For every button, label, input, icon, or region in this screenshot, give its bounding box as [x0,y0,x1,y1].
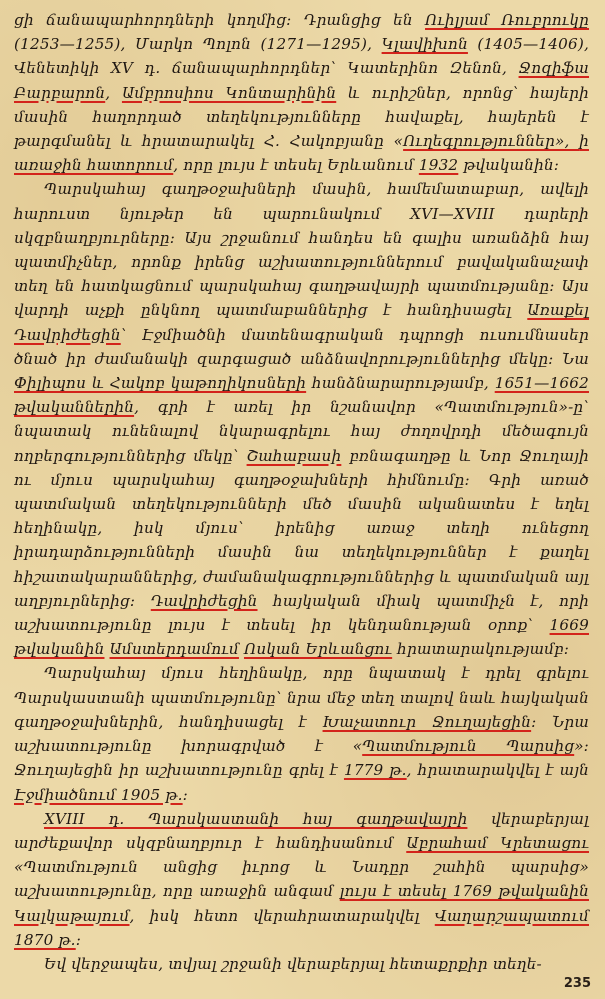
paragraph-p5 [14,952,589,976]
underlined-phrase: Վաղարշապատում 1870 թ. [14,906,589,949]
underlined-phrase: Ոսկան Երևանցու [243,640,393,659]
underlined-phrase: Առաքել Դավրիժեցին [14,301,589,344]
underlined-phrase: XVIII դ. Պարսկաստանի հայ գաղթավայրի [44,809,468,828]
text-segment: , իսկ հետո վերահրատարակվել [129,906,435,925]
text-segment: և ուրիշներ, որոնց՝ հայերի մասին հաղորդած տեղեկությունները հավաքել, հայերեն է թարգմանել և հրատարակել Հ. Հակոբյանը « [14,83,589,151]
underlined-phrase: Ջոզիֆա Բարբարոն [14,59,589,102]
underlined-phrase: Շահաբասի [246,446,342,465]
text-segment: : Նրա աշխատությունը խորագրված է « [14,712,589,756]
paragraph-p3 [14,661,589,806]
underlined-phrase: Աբրահամ Կրետացու [406,833,589,852]
paragraph-p1 [14,8,589,177]
underlined-phrase: Ուիլյամ Ռուբրուկը [425,11,590,29]
text-segment: հանձնարարությամբ, [306,374,495,393]
text-segment: (1253—1255), Մարկո Պոլոն (1271—1295), [14,35,382,54]
text-segment: հրատարակությամբ: [392,640,570,659]
text-segment: (1405—1406), Վենետիկի XV դ. ճանապարհորդներ՝ Կատերինո Զենոն, [14,35,589,78]
text-segment: «Պատմություն անցից իւրոց և Նադըր շահին պարսից» աշխատությունը, որը առաջին անգամ [14,858,589,901]
text-segment: բռնագաղթը և Նոր Ջուղայի ու մյուս պարսկահայ գաղթօջախների հիմնումը: Գրի առած պատմական տեղեկությունների մեծ մասին ականատես է եղել հեղինակը, իսկ մյուս՝ իրենից առաջ տեղի ունեցող իրադարձությունների մասին նա տեղեկություններ է քաղել հիշատակարաններից, ժամանակագրություններից և պատմական այլ աղբյուրներից: [14,446,589,610]
underlined-phrase: Ուղեգրություններ», [403,132,580,151]
underlined-phrase: լույս է տեսել 1769 թվականին Կալկաթայում [14,882,589,925]
underlined-phrase: Ամստերդամում [109,640,239,659]
underlined-phrase: 1779 թ. [343,761,407,780]
page-number: 235 [563,976,591,991]
underlined-phrase: Պատմություն Պարսից [362,737,575,756]
underlined-phrase: 1669 թվականին [14,616,589,659]
underlined-phrase: Խաչատուր Ջուղայեցին [322,712,532,731]
text-segment: հայկական միակ պատմիչն է, որի աշխատությունը լույս է տեսել իր կենդանության օրոք՝ [14,591,589,635]
text-segment: վերաբերյալ արժեքավոր սկզբնաղբյուր է հանդիսանում [14,809,589,852]
underlined-phrase: 1932 [418,156,459,175]
text-segment: Պարսկահայ մյուս հեղինակը, որը նպատակ է դրել գրելու Պարսկաստանի պատմությունը՝ նրա մեջ տեղ տալով նաև հայկական գաղթօջախներին, հանդիսացել է [14,664,589,731]
text-segment: , [105,83,122,102]
text-segment: , գրի է առել իր նշանավոր «Պատմություն»-ը՝ նպատակ ունենալով նկարագրելու հայ ժողովրդի մեծագույն ողբերգություններից մեկը՝ [14,398,589,465]
underlined-phrase: Էջմիածնում 1905 թ. [14,785,183,804]
text-segment: Պարսկահայ գաղթօջախների մասին, համեմատաբար, ավելի հարուստ նյութեր են պարունակում XVI—XVIII դարերի սկզբնաղբյուրները: Այս շրջանում հանդես են գալիս առանձին հայ պատմիչներ, որոնք իրենց աշխատություններում բավականաչափ տեղ են հատկացնում պարսկահայ գաղթավայրի պատմությանը: Այս վարդի աչքի ընկնող պատմաբաններից է հանդիսացել [14,180,589,320]
underlined-phrase: ի առաջին հատորում [14,132,589,175]
text-segment: , որը լույս է տեսել Երևանում [173,156,419,175]
underlined-phrase: Ամբրոսիոս Կոնտարինին [121,83,337,102]
paragraph-p2 [14,177,589,661]
underlined-phrase: 1651—1662 թվականներին [14,374,589,417]
text-segment: ՝ Էջմիածնի մատենագրական դպրոցի ուսումնասեր ծնած իր ժամանակի զարգացած անձնավորություններից մեկը: Նա [14,325,589,368]
underlined-phrase: Կլավիխոն [381,35,468,54]
text-segment: : [182,785,188,804]
underlined-phrase: Փիլիպոս և Հակոբ կաթողիկոսների [14,374,307,393]
text-segment: , հրատարակվել է այն [406,761,589,780]
paragraph-p4 [14,807,589,952]
text-segment: ցի ճանապարհորդների կողմից: Դրանցից են [14,11,425,29]
underlined-phrase: Դավրիժեցին [150,591,258,610]
text-segment: : [75,930,82,949]
text-segment: Եվ վերջապես, տվյալ շրջանի վերաբերյալ հետաքրքիր տեղե- [44,954,542,973]
text-body [14,8,589,976]
text-segment: թվականին: [458,156,560,175]
text-segment: »: Ջուղայեցին իր աշխատությունը գրել է [14,737,589,780]
